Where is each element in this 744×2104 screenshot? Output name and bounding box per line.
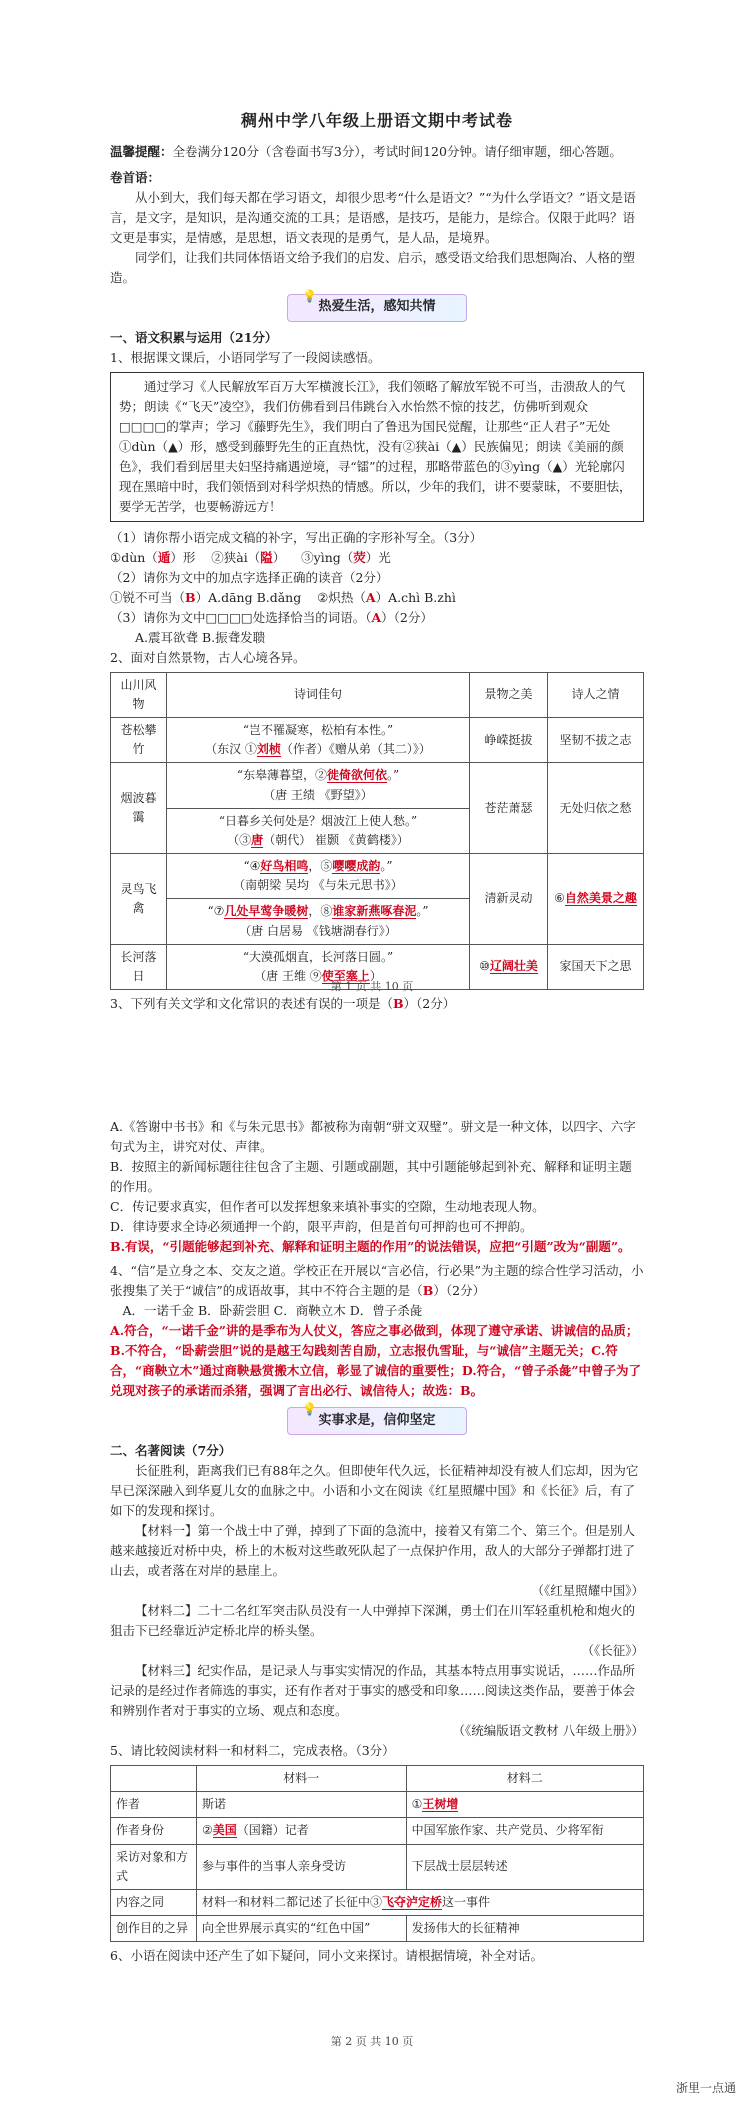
answer-text: B — [422, 1283, 434, 1298]
answer-text: 几处早莺争暖树 — [224, 904, 309, 919]
question-4-answer: A.符合，“一诺千金”讲的是季布为人仗义，答应之事必做到，体现了遵守承诺、讲诚信的品质；B.不符合，“卧薪尝胆”说的是越王勾践刻苦自励，立志报仇雪耻，与“诚信”主题无关；C.符合，“商鞅立木”通过商鞅悬赏搬木立信，彰显了诚信的重要性；D.符合，“曾子杀彘”中曾子为了兑现对孩子的承诺而杀猪，强调了言出必行、诚信待人；故选：B。 — [110, 1323, 642, 1398]
opt-label: ）形 — [170, 549, 196, 565]
table-cell — [548, 854, 644, 945]
question-1-2: （2）请你为文中的加点字选择正确的读音（2分） — [110, 569, 389, 585]
watermark-label: 浙里一点通 — [675, 2081, 736, 2095]
answer-text: 自然美景之趣 — [564, 891, 637, 906]
preface-label: 卷首语： — [110, 169, 161, 185]
poem-line: “日暮乡关何处是？烟波江上使人愁。” — [218, 813, 418, 828]
text: （朝代） 崔颢 《黄鹤楼》） — [263, 832, 409, 847]
text: “⑦ — [207, 904, 225, 919]
table-header: 诗人之情 — [548, 672, 644, 717]
text: 。” — [380, 859, 393, 874]
answer-text: 荧 — [353, 549, 366, 565]
question-6: 6、小语在阅读中还产生了如下疑问，同小文来探讨。请根据情境，补全对话。 — [110, 1948, 543, 1964]
table-row — [111, 1792, 644, 1818]
answer-text: 刘桢 — [256, 742, 281, 757]
poem-line: （南朝梁 吴均 《与朱元思书》） — [233, 878, 403, 893]
table-cell: 参与事件的当事人亲身受访 — [197, 1844, 407, 1889]
answer-text: A — [365, 589, 376, 605]
question-1-3-options: A.震耳欲聋 B.振聋发聩 — [135, 629, 266, 645]
table-cell: 采访对象和方式 — [111, 1844, 197, 1889]
answer-text: 美国 — [212, 1823, 237, 1838]
table-cell: 坚韧不拔之志 — [548, 717, 644, 762]
question-1-1-answers — [110, 548, 644, 568]
answer-text: 徙倚欲何依 — [326, 768, 387, 783]
banner-text: 热爱生活，感知共情 — [318, 299, 436, 315]
text: （③ — [227, 832, 252, 847]
opt-label: ①锐不可当（ — [110, 589, 186, 605]
tip-text: 全卷满分120分（含卷面书写3分），考试时间120分钟。请仔细审题，细心答题。 — [172, 143, 622, 159]
preface-paragraph-1: 从小到大，我们每天都在学习语文，却很少思考“什么是语文？”“为什么学语文？”语文是语言，是文字，是知识，是沟通交流的工具；是语感，是技巧，是能力，是综合。仅限于此吗？语文更是事实，是情感，是思想，语文表现的是勇气，是人品，是境界。 — [110, 189, 636, 245]
preface-paragraph-2: 同学们，让我们共同体悟语文给予我们的启发、启示，感受语文给我们思想陶冶、人格的塑造。 — [110, 249, 636, 285]
opt-label: ②炽热（ — [317, 589, 366, 605]
question-3-option-b: B．按照主的新闻标题往往包含了主题、引题或副题，其中引题能够起到补充、解释和证明主题的作用。 — [110, 1159, 632, 1194]
answer-text: 使至塞上 — [321, 969, 370, 984]
text: 3、下列有关文学和文化常识的表述有误的一项是（ — [110, 996, 393, 1012]
opt-label: ）A.chì B.zhì — [375, 589, 456, 605]
table-cell: 峥嵘挺拔 — [470, 717, 548, 762]
opt-label: ）（2分） — [381, 609, 433, 625]
tip — [110, 142, 644, 162]
poem-line: （唐 王绩 《野望》） — [263, 787, 373, 802]
table-header: 材料一 — [197, 1766, 407, 1792]
material-3-source: （《统编版语文教材 八年级上册》） — [452, 1723, 644, 1738]
exam-title: 稠州中学八年级上册语文期中考试卷 — [240, 111, 513, 130]
tip-label: 温馨提醒： — [110, 143, 173, 159]
table-cell — [197, 1889, 644, 1915]
table-cell: 家国天下之思 — [548, 944, 644, 989]
question-3 — [110, 994, 644, 1014]
table-cell — [167, 717, 470, 762]
opt-label: ）光 — [365, 549, 391, 565]
table-header: 山川风物 — [111, 672, 167, 717]
text: ⑩ — [479, 959, 490, 974]
table-cell — [406, 1792, 643, 1818]
poem-line — [172, 766, 464, 785]
poem-line — [172, 902, 464, 921]
poem-line — [172, 740, 464, 759]
answer-text: B — [392, 996, 404, 1012]
table-cell: 向全世界展示真实的“红色中国” — [197, 1916, 407, 1942]
table-row — [111, 717, 644, 762]
poem-line: “大漠孤烟直，长河落日圆。” — [242, 949, 394, 964]
poem-line: （唐 白居易 《钱塘湖春行》） — [239, 923, 397, 938]
text: “东皋薄暮望，② — [236, 768, 327, 783]
table-cell — [167, 899, 470, 944]
text: 。” — [416, 904, 429, 919]
table-cell — [167, 808, 470, 853]
table-cell: 苍松攀竹 — [111, 717, 167, 762]
material-1: 【材料一】第一个战士中了弹，掉到了下面的急流中，接着又有第二个、第三个。但是别人越来越接近对桥中央，桥上的木板对这些敢死队起了一点保护作用，敌人的大部分子弹都打进了山去，或者落在对岸的悬崖上。 — [110, 1523, 636, 1578]
table-header: 景物之美 — [470, 672, 548, 717]
question-1-intro: 1、根据课文课后，小语同学写了一段阅读感悟。 — [110, 349, 381, 365]
poem-line: “岂不罹凝寒，松柏有本性。” — [242, 722, 394, 737]
question-1-3 — [110, 608, 644, 628]
question-3-option-d: D．律诗要求全诗必须通押一个韵，限平声韵，但是首句可押韵也可不押韵。 — [110, 1219, 533, 1234]
section-2-intro: 长征胜利，距离我们已有88年之久。但即使年代久远，长征精神却没有被人们忘却，因为它早已深深融入到华夏儿女的血脉之中。小语和小文在阅读《红星照耀中国》和《长征》后，有了如下的发现和探讨。 — [110, 1463, 639, 1518]
text: ② — [202, 1823, 213, 1838]
answer-text: 唐 — [251, 832, 264, 847]
table-row — [111, 1818, 644, 1844]
material-2: 【材料二】二十二名红军突击队员没有一人中弹掉下深渊，勇士们在川军轻重机枪和炮火的狙击下已经靠近泸定桥北岸的桥头堡。 — [110, 1603, 636, 1638]
table-cell: 发扬伟大的长征精神 — [406, 1916, 643, 1942]
text: （国籍）记者 — [236, 1823, 309, 1838]
lightbulb-icon: 💡 — [302, 1402, 317, 1416]
passage-text: 通过学习《人民解放军百万大军横渡长江》，我们领略了解放军锐不可当，击溃敌人的气势；朗读《“飞天”凌空》，我们仿佛看到吕伟跳台入水怡然不惊的技艺，仿佛听到观众□□□□的掌声；学习《藤野先生》，我们明白了鲁迅为国民觉醒，让那些“正人君子”无处①dùn（▲）形，感受到藤野先生的正直热忱，没有②狭ài（▲）民族偏见；朗读《美丽的颜色》，我们看到居里夫妇坚持痛遇逆境，寻“镭”的过程，那略带蓝色的③yìng（▲）光轮廓闪现在黑暗中时，我们领悟到对科学炽热的情感。所以，少年的我们，讲不要蒙昧，不要胆怯，要学无苦学，也要畅游远方！ — [119, 378, 632, 514]
page-footer: 第 2 页 共 10 页 — [330, 2035, 414, 2048]
text: ）（2分） — [403, 996, 456, 1012]
table-row — [111, 1916, 644, 1942]
question-3-option-c: C．传记要求真实，但作者可以发挥想象来填补事实的空隙，生动地表现人物。 — [110, 1199, 545, 1214]
opt-label: ①dùn（ — [110, 549, 158, 565]
text: ）（2分） — [433, 1283, 486, 1298]
table-header-row — [111, 1766, 644, 1792]
table-cell: 中国军旅作家、共产党员、少将军衔 — [406, 1818, 643, 1844]
answer-text: 隘 — [260, 549, 273, 565]
question-4-options: A．一诺千金 B．卧薪尝胆 C．商鞅立木 D．曾子杀彘 — [122, 1303, 423, 1318]
answer-text: 飞夺泸定桥 — [382, 1894, 443, 1909]
table-cell: 作者 — [111, 1792, 197, 1818]
table-cell: 内容之同 — [111, 1889, 197, 1915]
question-4 — [110, 1261, 644, 1301]
text: ） — [369, 969, 382, 984]
poem-line — [172, 831, 464, 850]
text: ，⑤ — [308, 859, 333, 874]
table-row — [111, 854, 644, 899]
text: ，⑧ — [308, 904, 333, 919]
material-1-source: （《红星照耀中国》） — [531, 1583, 644, 1598]
table-row — [111, 1844, 644, 1889]
answer-text: B — [185, 589, 196, 605]
poetry-table — [110, 672, 644, 991]
opt-label: ③yìng（ — [301, 549, 354, 565]
question-3-option-a: A.《答谢中书书》和《与朱元思书》都被称为南朝“骈文双璧”。骈文是一种文体，以四字、六字句式为主，讲究对仗、声律。 — [110, 1119, 636, 1154]
answer-text: 辽阔壮美 — [489, 959, 538, 974]
text: “④ — [243, 859, 261, 874]
answer-text: 王树增 — [422, 1797, 459, 1812]
table-row — [111, 763, 644, 808]
question-1-1: （1）请你帮小语完成文稿的补字，写出正确的字形补写全。（3分） — [110, 529, 483, 545]
table-cell: 清新灵动 — [470, 854, 548, 945]
table-header: 材料二 — [406, 1766, 643, 1792]
opt-label: ②狭ài（ — [211, 549, 261, 565]
comparison-table — [110, 1765, 644, 1942]
table-cell: 创作目的之异 — [111, 1916, 197, 1942]
table-cell: 烟波暮霭 — [111, 763, 167, 854]
text: （唐 王维 ⑨ — [254, 969, 322, 984]
text: 。” — [387, 768, 400, 783]
table-cell — [167, 763, 470, 808]
table-header — [111, 1766, 197, 1792]
text: 4、“信”是立身之本、交友之道。学校正在开展以“言必信，行必果”为主题的综合性学习活动，小张搜集了关于“诚信”的成语故事，其中不符合主题的是（ — [110, 1263, 644, 1298]
section-1-title: 一、语文积累与运用（21分） — [110, 329, 278, 345]
text: 这一事件 — [442, 1894, 491, 1909]
table-cell: 下层战士层层转述 — [406, 1844, 643, 1889]
question-1-2-answers — [110, 588, 644, 608]
table-cell: 无处归依之愁 — [548, 763, 644, 854]
table-cell: 长河落日 — [111, 944, 167, 989]
exam-page-1 — [0, 0, 744, 1010]
table-cell: 灵鸟飞禽 — [111, 854, 167, 945]
table-cell — [197, 1818, 407, 1844]
lightbulb-icon: 💡 — [302, 288, 317, 303]
opt-label: ） — [272, 549, 286, 565]
table-header-row — [111, 672, 644, 717]
table-cell: 苍茫萧瑟 — [470, 763, 548, 854]
table-cell — [167, 854, 470, 899]
answer-text: A — [371, 609, 382, 625]
opt-label: （3）请你为文中□□□□处选择恰当的词语。（ — [110, 609, 372, 625]
answer-text: 好鸟相鸣 — [260, 859, 309, 874]
table-cell: 斯诺 — [197, 1792, 407, 1818]
passage-box — [110, 372, 644, 522]
section-banner-2 — [287, 1402, 467, 1435]
question-2-intro: 2、面对自然景物，古人心境各异。 — [110, 649, 306, 665]
table-cell: 作者身份 — [111, 1818, 197, 1844]
opt-label: ）A.dāng B.dǎng — [195, 589, 302, 605]
text: 材料一和材料二都记述了长征中③ — [202, 1894, 383, 1909]
text: ① — [411, 1797, 423, 1812]
table-row — [111, 1889, 644, 1915]
exam-page-2 — [0, 1075, 744, 2104]
banner-text: 实事求是，信仰坚定 — [318, 1412, 436, 1428]
text: （作者）《赠从弟（其二）》） — [280, 742, 431, 757]
section-2-title: 二、名著阅读（7分） — [110, 1443, 232, 1458]
question-5-intro: 5、请比较阅读材料一和材料二，完成表格。（3分） — [110, 1743, 395, 1758]
answer-text: 谁家新燕啄春泥 — [332, 904, 417, 919]
answer-text: 嘤嘤成韵 — [332, 859, 381, 874]
text: ⑥ — [554, 891, 565, 906]
text: （东汉 ① — [205, 742, 257, 757]
section-banner-1 — [287, 288, 467, 322]
table-header: 诗词佳句 — [167, 672, 470, 717]
page-footer: 第 1 页 共 10 页 — [330, 980, 414, 993]
material-3: 【材料三】纪实作品，是记录人与事实实情况的作品，其基本特点用事实说话，……作品所记录的是经过作者筛选的事实，还有作者对于事实的感受和印象……阅读这类作品，要善于体会和辨别作者对于事实的立场、观点和态度。 — [110, 1663, 636, 1718]
answer-text: 遁 — [157, 549, 171, 565]
material-2-source: （《长征》） — [581, 1643, 644, 1658]
poem-line — [172, 857, 464, 876]
question-3-answer: B.有误，“引题能够起到补充、解释和证明主题的作用”的说法错误，应把“引题”改为“副题”。 — [110, 1239, 631, 1254]
